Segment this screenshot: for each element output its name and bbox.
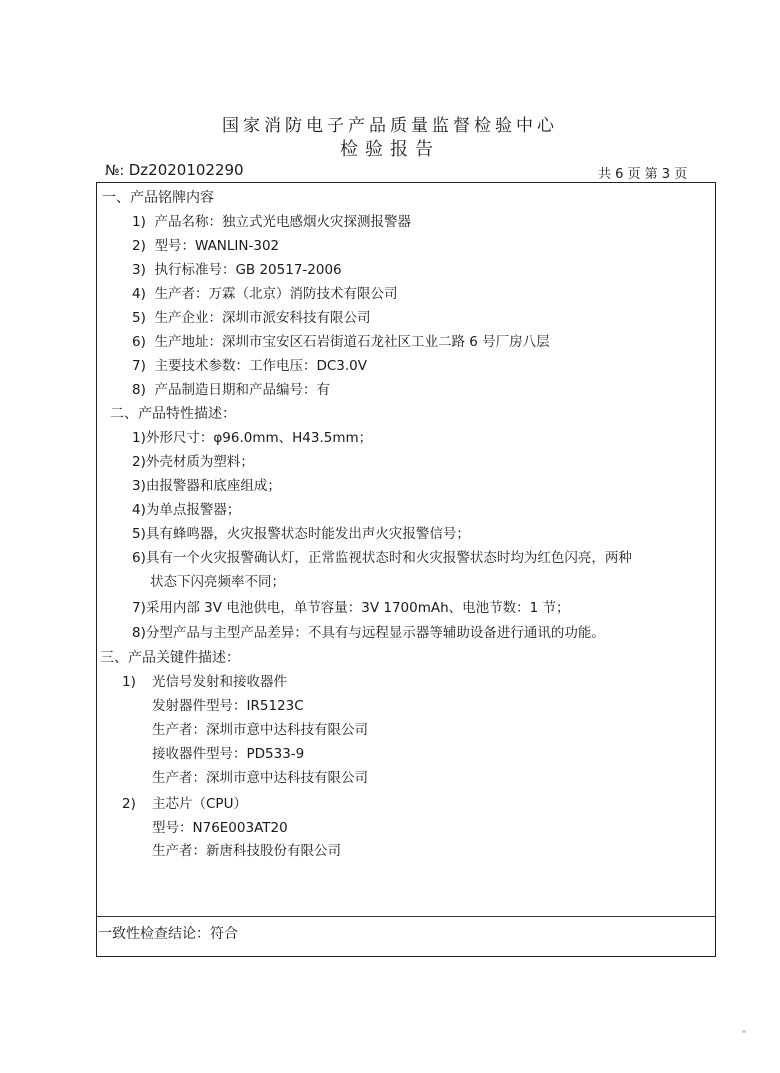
serial-number: [105, 161, 244, 179]
component-1-line-2: 生产者：深圳市意中达科技有限公司: [152, 722, 368, 738]
s2-item-5: [132, 525, 470, 543]
component-1-line-4: 生产者：深圳市意中达科技有限公司: [152, 770, 368, 786]
s1-item-8: [132, 381, 330, 399]
page-count: 共 6 页 第 3 页: [598, 167, 688, 182]
s2-item-2: [132, 453, 254, 471]
s2-item-6-text: 具有一个火灾报警确认灯，正常监视状态时和火灾报警状态时均为红色闪亮，两种: [145, 550, 632, 566]
component-2-title: 主芯片（CPU）: [152, 796, 247, 812]
s2-item-8: [132, 624, 605, 642]
s2-item-1: [132, 429, 372, 447]
component-1-line-1: 发射器件型号：IR5123C: [152, 698, 304, 714]
s1-item-8-num: 8): [132, 382, 146, 398]
s1-item-1-num: 1): [132, 214, 146, 230]
s1-item-7-num: 7): [132, 358, 146, 374]
s2-item-7-num: 7): [132, 600, 146, 616]
s1-item-4-num: 4): [132, 286, 146, 302]
s2-item-5-text: 具有蜂鸣器，火灾报警状态时能发出声火灾报警信号；: [145, 526, 470, 542]
component-1-line-3: 接收器件型号：PD533-9: [152, 746, 305, 762]
s1-item-6-num: 6): [132, 334, 146, 350]
s2-item-2-text: 外壳材质为塑料；: [145, 454, 254, 470]
section3-heading: 三、产品关键件描述：: [100, 650, 240, 666]
s2-item-6: [132, 549, 632, 567]
s2-item-6-num: 6): [132, 550, 146, 566]
s2-item-7: [132, 599, 570, 617]
s1-item-2-text: 型号：WANLIN-302: [154, 238, 280, 254]
s2-item-8-num: 8): [132, 625, 146, 641]
serial-value: Dz2020102290: [128, 161, 244, 179]
s1-item-6-text: 生产地址：深圳市宝安区石岩街道石龙社区工业二路 6 号厂房八层: [154, 334, 550, 350]
s1-item-4: [132, 285, 397, 303]
conclusion-text: 一致性检查结论：符合: [98, 926, 238, 942]
s1-item-7-text: 主要技术参数：工作电压：DC3.0V: [154, 358, 367, 374]
s1-item-1-text: 产品名称：独立式光电感烟火灾探测报警器: [154, 214, 411, 230]
s2-item-4-text: 为单点报警器；: [145, 502, 241, 518]
s1-item-3-num: 3): [132, 262, 146, 278]
component-1-num: 1): [122, 674, 136, 690]
s1-item-2-num: 2): [132, 238, 146, 254]
component-1-title: 光信号发射和接收器件: [152, 674, 287, 690]
section2-heading: 二、产品特性描述：: [110, 406, 236, 422]
section1-heading: 一、产品铭牌内容: [102, 190, 214, 206]
conclusion-divider: [96, 916, 716, 917]
s1-item-6: [132, 333, 550, 351]
s1-item-7: [132, 357, 367, 375]
s2-item-5-num: 5): [132, 526, 146, 542]
scan-speck: [742, 1030, 746, 1033]
s1-item-5: [132, 309, 370, 327]
s2-item-3: [132, 477, 281, 495]
s2-item-2-num: 2): [132, 454, 146, 470]
s2-item-4-num: 4): [132, 502, 146, 518]
s2-item-6-continued: 状态下闪亮频率不同；: [150, 574, 285, 590]
serial-prefix: №:: [105, 163, 125, 179]
s2-item-3-text: 由报警器和底座组成；: [145, 478, 281, 494]
s1-item-8-text: 产品制造日期和产品编号：有: [154, 382, 330, 398]
component-2-line-1: 型号：N76E003AT20: [152, 820, 288, 836]
s2-item-8-text: 分型产品与主型产品差异：不具有与远程显示器等辅助设备进行通讯的功能。: [145, 625, 605, 641]
s1-item-3: [132, 261, 342, 279]
s2-item-1-text: 外形尺寸：φ96.0mm、H43.5mm；: [145, 430, 373, 446]
s2-item-3-num: 3): [132, 478, 146, 494]
component-2-line-2: 生产者：新唐科技股份有限公司: [152, 843, 341, 859]
report-title: 检验报告: [340, 139, 440, 160]
s1-item-1: [132, 213, 411, 231]
s2-item-1-num: 1): [132, 430, 146, 446]
s1-item-5-num: 5): [132, 310, 146, 326]
s2-item-4: [132, 501, 240, 519]
s1-item-5-text: 生产企业：深圳市派安科技有限公司: [154, 310, 371, 326]
s1-item-3-text: 执行标准号：GB 20517-2006: [154, 262, 342, 278]
component-2-num: 2): [122, 796, 136, 812]
s1-item-2: [132, 237, 279, 255]
s1-item-4-text: 生产者：万霖（北京）消防技术有限公司: [154, 286, 398, 302]
s2-item-7-text: 采用内部 3V 电池供电，单节容量：3V 1700mAh、电池节数：1 节；: [145, 600, 570, 616]
organization-title: 国家消防电子产品质量监督检验中心: [222, 116, 558, 136]
